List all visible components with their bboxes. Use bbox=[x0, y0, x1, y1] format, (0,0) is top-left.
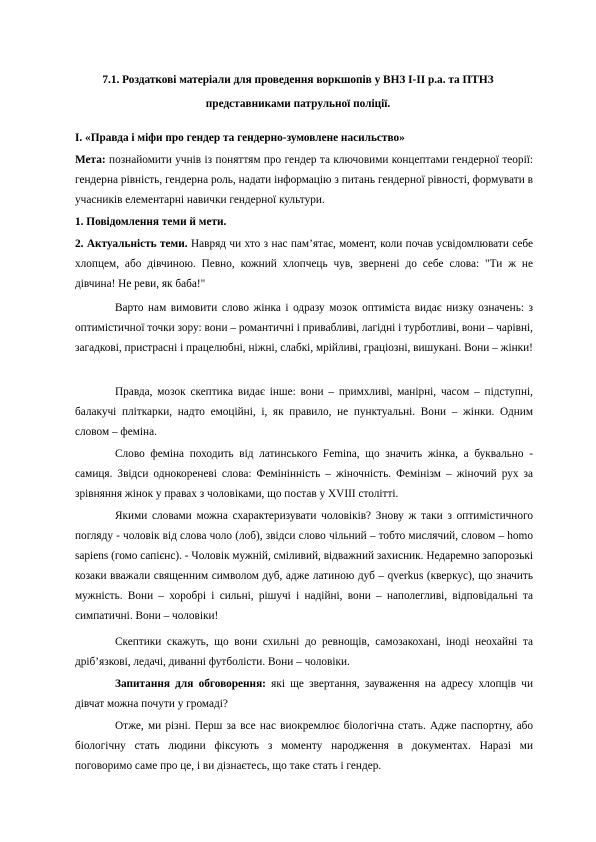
relevance-label: 2. Актуальність теми. bbox=[75, 238, 188, 250]
list-item-topic: 1. Повідомлення теми й мети. bbox=[75, 216, 227, 228]
goal-paragraph bbox=[75, 150, 533, 210]
document-title bbox=[60, 68, 536, 116]
paragraph-conclusion: Отже, ми різні. Перш за все нас виокремлює біологічна стать. Адже паспортну, або біологічну стать людини фіксують з моменту народження в документах. Наразі ми поговоримо саме про це, і ви дізнаєтесь, що таке стать і гендер. bbox=[75, 720, 533, 772]
paragraph-femina: Слово феміна походить від латинського Femina, що значить жінка, а буквально - самиця. Звідси однокореневі слова: Фемінінність – жіночність. Фемінізм – жіночий рух за зрівняння жінок у правах з чоловіками, що постав у XVIII столітті. bbox=[75, 448, 533, 500]
discussion-question bbox=[75, 674, 533, 714]
paragraph-men-skeptic: Скептики скажуть, що вони схильні до ревнощів, самозакохані, іноді неохайні та дріб’язкові, ледачі, диванні футболісти. Вони – чоловіки. bbox=[75, 636, 533, 668]
paragraph-men-optimist: Якими словами можна схарактеризувати чоловіків? Знову ж таки з оптимістичного погляду - чоловік від слова чоло (лоб), звідси слово чільний – тобто мислячий, словом – homo sapiens (гомо сапієнс). - Чоловік мужній, сміливий, відважний захисник. Недаремно запорозькі козаки вважали священним символом дуб, адже латиною дуб – qverkus (кверкус), що значить мужність. Вони – хоробрі і сильні, рішучі і надійні, вони – наполегливі, відповідальні та симпатичні. Вони – чоловіки! bbox=[75, 510, 533, 622]
discussion-text: які ще звертання, зауваження на адресу хлопців чи дівчат можна почути у громаді? bbox=[75, 678, 533, 710]
goal-text: познайомити учнів із поняттям про гендер та ключовими концептами гендерної теорії: гендерна рівність, гендерна роль, надати інформацію з питань гендерної рівності, формувати в учасників елементарні навички гендерної культури. bbox=[75, 154, 533, 206]
relevance-text: Навряд чи хто з нас пам’ятає, момент, коли почав усвідомлювати себе хлопцем, або дівчиною. Певно, кожний хлопчець чув, звернені до себе слова: "Ти ж не дівчина! Не реви, як баба!" bbox=[75, 238, 533, 290]
goal-label: Мета: bbox=[75, 154, 106, 166]
section-heading: І. «Правда і міфи про гендер та гендерно-зумовлене насильство» bbox=[75, 132, 405, 144]
title-line-2: представниками патрульної поліції. bbox=[205, 98, 391, 110]
title-line-1: 7.1. Роздаткові матеріали для проведення воркшопів у ВНЗ І-ІІ р.а. та ПТНЗ bbox=[102, 74, 494, 86]
discussion-label: Запитання для обговорення: bbox=[115, 678, 266, 690]
paragraph-women-skeptic: Правда, мозок скептика видає інше: вони – примхливі, манірні, часом – підступні, балакучі пліткарки, надто емоційні, і, як правило, не пунктуальні. Вони – жінки. Одним словом – феміна. bbox=[75, 386, 533, 438]
relevance-paragraph bbox=[75, 234, 533, 294]
paragraph-women-optimist: Варто нам вимовити слово жінка і одразу мозок оптиміста видає низку означень: з оптимістичної точки зору: вони – романтичні і привабливі, лагідні і турботливі, вони – чарівні, загадкові, пристрасні і працелюбні, ніжні, слабкі, мрійливі, граціозні, вишукані. Вони – жінки! bbox=[75, 302, 533, 354]
